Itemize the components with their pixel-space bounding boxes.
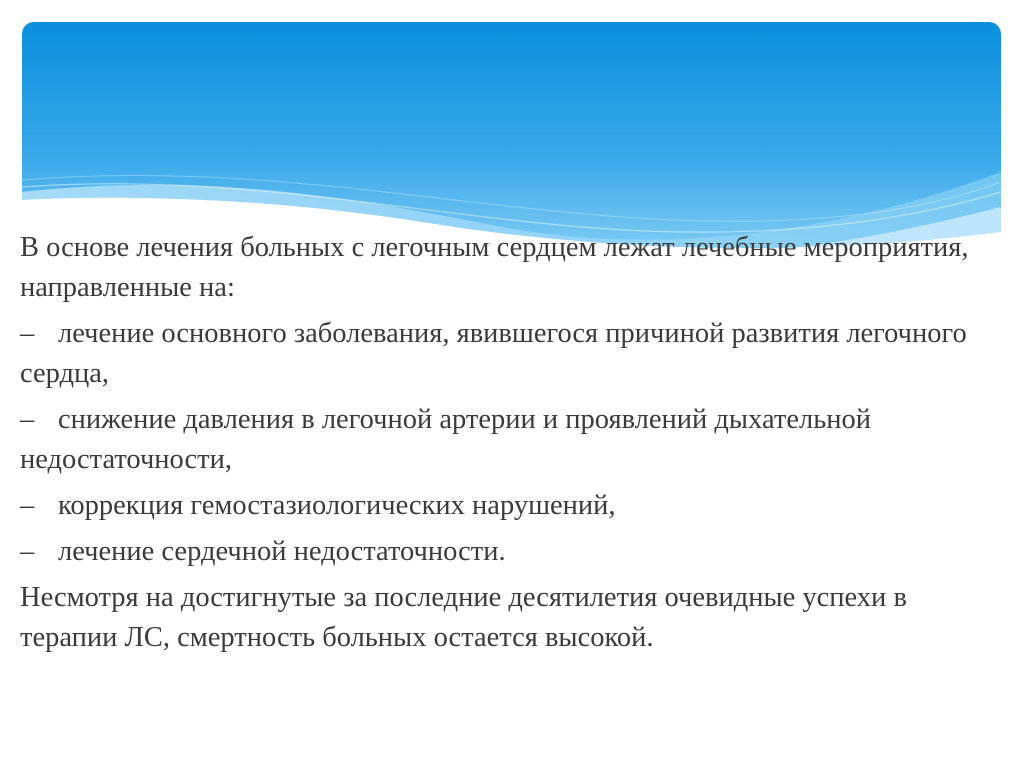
list-item-text: лечение сердечной недостаточности. (58, 536, 506, 567)
dash-marker: – (20, 318, 35, 349)
intro-text: В основе лечения больных с легочным сердцем лежат лечебные мероприятия, направленные на: (20, 232, 969, 303)
conclusion-text: Несмотря на достигнутые за последние десятилетия очевидные успехи в терапии ЛС, смертность больных остается высокой. (20, 582, 907, 653)
list-item-text: снижение давления в легочной артерии и проявлений дыхательной недостаточности, (20, 404, 871, 475)
dash-marker: – (20, 536, 35, 567)
dash-marker: – (20, 490, 35, 521)
list-item (20, 400, 1005, 480)
slide-body (20, 228, 1005, 664)
list-item-text: лечение основного заболевания, явившегося причиной развития легочного сердца, (20, 318, 967, 389)
list-item-text: коррекция гемостазиологических нарушений, (58, 490, 616, 521)
dash-marker: – (20, 404, 35, 435)
list-item (20, 314, 1005, 394)
list-item (20, 532, 1005, 572)
list-item (20, 486, 1005, 526)
